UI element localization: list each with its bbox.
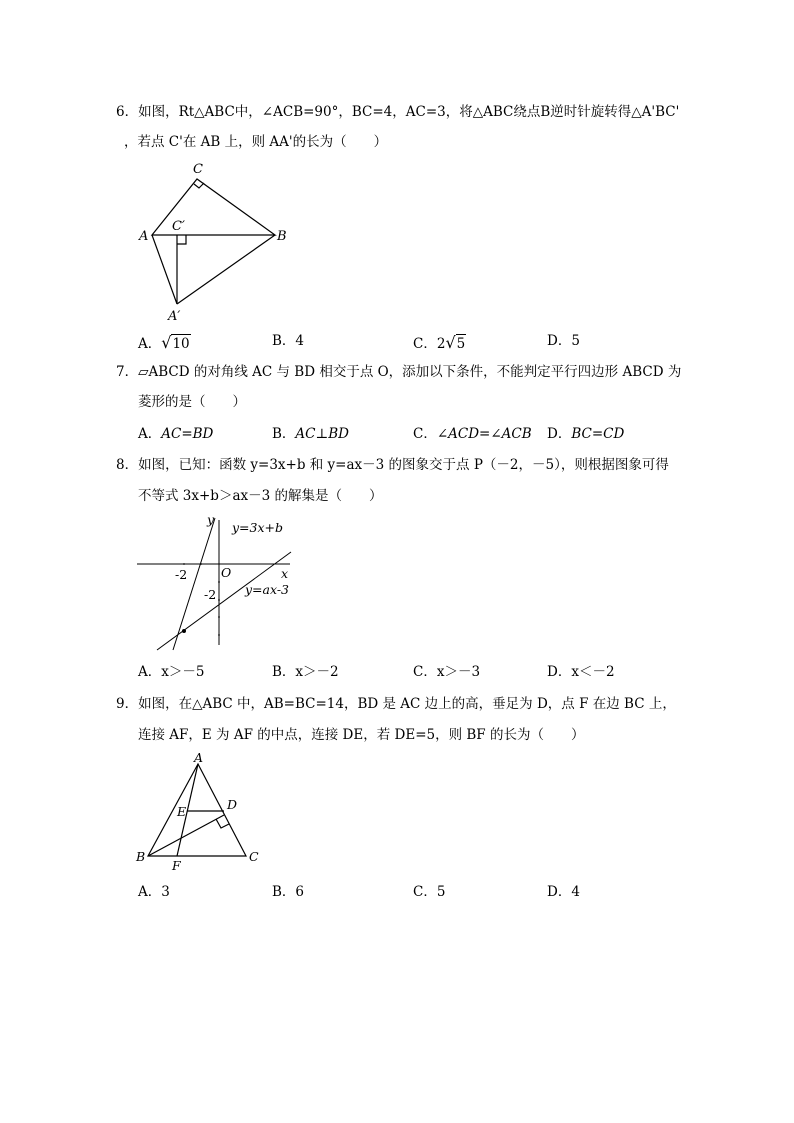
q6-option-a-letter: A． xyxy=(138,336,162,352)
q8-y-tick-dot-2 xyxy=(218,599,220,601)
q6-label-c: C xyxy=(193,162,203,177)
q7-option-a[interactable] xyxy=(138,428,213,442)
q6-option-a-radicand: 10 xyxy=(172,336,190,352)
q8-x-tick-dot-1 xyxy=(183,563,185,565)
q8-line1-label: y=3x+b xyxy=(232,520,284,535)
q9-option-a-letter: A． xyxy=(138,884,162,900)
q7-option-d-text: BC=CD xyxy=(571,426,625,442)
q8-option-a-letter: A． xyxy=(138,664,162,680)
q8-option-a-text: x＞－5 xyxy=(161,664,205,680)
q6-option-c-letter: C． xyxy=(413,336,437,352)
q6-label-b: B xyxy=(277,229,287,244)
q9-option-a[interactable] xyxy=(138,886,170,900)
q9-option-d-letter: D． xyxy=(547,884,572,900)
q7-stem-line-1: 7．▱ABCD 的对角线 AC 与 BD 相交于点 O，添加以下条件，不能判定平行四边形 ABCD 为 xyxy=(116,364,682,380)
q8-option-b-letter: B． xyxy=(272,664,296,680)
q8-y-axis-label: y xyxy=(207,512,215,527)
q9-figure xyxy=(130,752,270,877)
q6-option-d-letter: D． xyxy=(547,333,572,349)
q9-option-b-text: 6 xyxy=(295,884,305,900)
q8-option-d[interactable] xyxy=(547,666,615,680)
q6-option-b-letter: B． xyxy=(272,333,296,349)
q9-label-b: B xyxy=(136,849,146,864)
q6-segment-a1b xyxy=(177,235,275,304)
q7-option-c-text: ∠ACD=∠ACB xyxy=(436,426,532,442)
q9-option-d-text: 4 xyxy=(571,884,580,900)
q8-stem-line-2: 不等式 3x+b＞ax－3 的解集是（ ） xyxy=(138,488,383,504)
q7-option-b-letter: B． xyxy=(272,426,296,442)
q7-option-c[interactable] xyxy=(413,428,532,442)
q8-option-a[interactable] xyxy=(138,666,204,680)
q8-option-b[interactable] xyxy=(272,666,339,680)
q8-option-c-text: x＞－3 xyxy=(436,664,481,680)
q7-stem-line-2: 菱形的是（ ） xyxy=(138,394,246,410)
q7-option-d-letter: D． xyxy=(547,426,572,442)
q6-option-c-sqrt-icon: √ xyxy=(445,333,456,352)
q7-option-a-text: AC=BD xyxy=(161,426,214,442)
q8-x-tick-dot-2 xyxy=(200,563,202,565)
q6-option-d[interactable] xyxy=(547,335,580,349)
q9-option-b[interactable] xyxy=(272,886,304,900)
q8-x-axis-label: x xyxy=(281,566,289,581)
q6-option-c-before: 2 xyxy=(436,336,446,352)
q8-option-d-letter: D． xyxy=(547,664,572,680)
q6-stem-line-1: 6．如图，Rt△ABC中，∠ACB=90°，BC=4，AC=3，将△ABC绕点B逆时针旋转得△A'BC' xyxy=(116,104,680,120)
q6-option-b[interactable] xyxy=(272,335,304,349)
q8-graph xyxy=(135,510,300,655)
q7-option-a-letter: A． xyxy=(138,426,162,442)
q7-option-b[interactable] xyxy=(272,428,349,442)
q9-label-d: D xyxy=(227,797,238,812)
q8-option-d-text: x＜－2 xyxy=(571,664,615,680)
q8-y-tick-dot-3 xyxy=(218,616,220,618)
q9-option-a-text: 3 xyxy=(161,884,170,900)
q8-y-tick-label: -2 xyxy=(204,587,217,602)
q8-line2-label: y=ax-3 xyxy=(245,582,289,597)
q9-option-c[interactable] xyxy=(413,886,445,900)
q8-option-c[interactable] xyxy=(413,666,480,680)
q6-option-a[interactable] xyxy=(138,335,191,352)
q6-segment-aa1 xyxy=(152,235,177,304)
q8-option-b-text: x＞－2 xyxy=(295,664,339,680)
q6-stem-line-2: ，若点 C'在 AB 上，则 AA'的长为（ ） xyxy=(124,134,388,150)
q8-y-tick-dot-4 xyxy=(218,634,220,636)
q8-x-tick-label: -2 xyxy=(175,567,188,582)
q6-option-b-text: 4 xyxy=(295,333,305,349)
q6-label-c-prime: C′ xyxy=(172,219,185,234)
q6-label-a-prime: A′ xyxy=(168,309,181,324)
q9-label-c: C xyxy=(249,849,259,864)
q8-option-c-letter: C． xyxy=(413,664,437,680)
q9-option-d[interactable] xyxy=(547,886,580,900)
q7-option-b-text: AC⊥BD xyxy=(295,426,349,442)
q6-right-angle-c xyxy=(194,183,204,188)
q8-origin-label: O xyxy=(221,565,232,580)
q6-triangle-abc xyxy=(152,179,275,235)
q6-right-angle-c1 xyxy=(177,235,186,244)
q9-stem-line-2: 连接 AF，E 为 AF 的中点，连接 DE，若 DE=5，则 BF 的长为（ ） xyxy=(138,727,585,743)
q6-option-d-text: 5 xyxy=(571,333,580,349)
q8-y-tick-dot-1 xyxy=(218,581,220,583)
q7-option-d[interactable] xyxy=(547,428,624,442)
q6-option-a-sqrt-icon: √ xyxy=(161,333,172,352)
q9-label-f: F xyxy=(172,858,181,873)
q6-label-a: A xyxy=(139,229,149,244)
q9-stem-line-1: 9．如图，在△ABC 中，AB=BC=14，BD 是 AC 边上的高，垂足为 D，点 F 在边 BC 上， xyxy=(116,696,676,712)
q9-label-a: A xyxy=(194,750,204,765)
q6-figure xyxy=(130,158,310,328)
q9-option-c-text: 5 xyxy=(436,884,446,900)
q9-option-b-letter: B． xyxy=(272,884,296,900)
q8-stem-line-1: 8．如图，已知：函数 y=3x+b 和 y=ax－3 的图象交于点 P（－2，－5），则根据图象可得 xyxy=(116,457,669,473)
q7-option-c-letter: C． xyxy=(413,426,437,442)
q9-label-e: E xyxy=(177,804,187,819)
q8-intersection-point xyxy=(182,629,186,633)
q6-option-c[interactable] xyxy=(413,335,466,352)
q6-option-c-radicand: 5 xyxy=(456,336,466,352)
q8-line-3x-b xyxy=(173,518,215,650)
q9-option-c-letter: C． xyxy=(413,884,437,900)
